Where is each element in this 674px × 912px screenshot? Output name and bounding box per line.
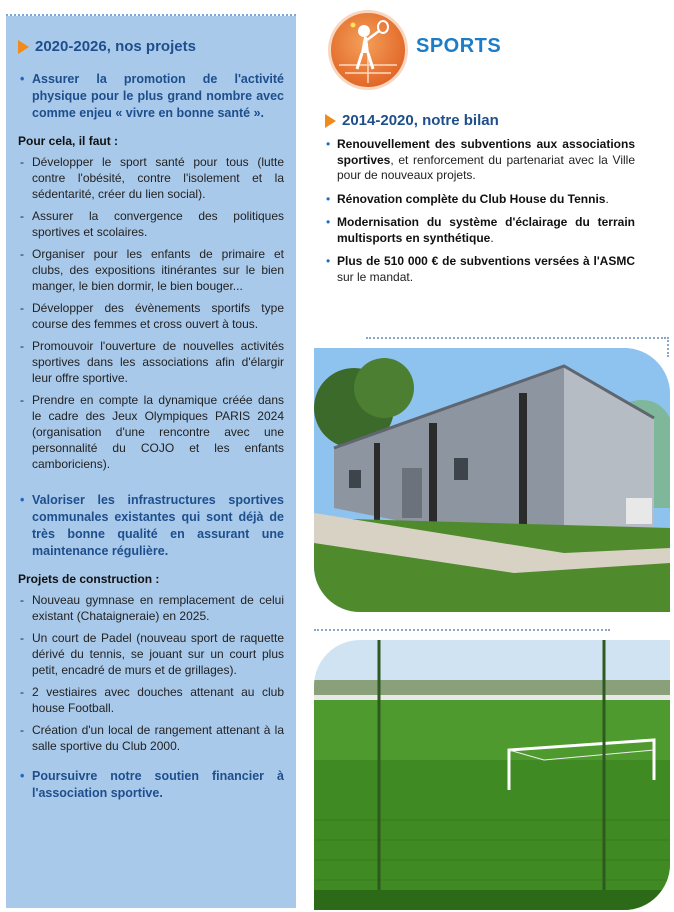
projet-item: - Un court de Padel (nouveau sport de raquette dérivé du tennis, se jouant sur un court plus petit, encadré de murs et de grillages). — [18, 630, 284, 678]
projet-item: - Nouveau gymnase en remplacement de celui existant (Chataigneraie) en 2025. — [18, 592, 284, 624]
bilan-section — [325, 112, 635, 293]
bilan-item-rest: . — [605, 191, 609, 206]
bilan-title — [325, 112, 635, 129]
photo-dotted-frame — [314, 629, 610, 631]
bilan-item — [325, 192, 635, 208]
bilan-item — [325, 254, 635, 285]
bilan-item-bold: Modernisation du système d'éclairage du terrain multisports en synthétique — [337, 215, 635, 245]
bilan-item-bold: Rénovation complète du Club House du Tennis — [337, 191, 606, 206]
photo-dotted-frame — [366, 337, 666, 339]
projet-item: - Création d'un local de rangement attenant à la salle sportive du Club 2000. — [18, 722, 284, 754]
photo-dotted-frame — [667, 337, 669, 357]
projet-item: - 2 vestiaires avec douches attenant au club house Football. — [18, 684, 284, 716]
tennis-player-icon — [328, 10, 408, 90]
goal-infrastructures: • Valoriser les infrastructures sportives communales existantes qui sont déjà de très bonne qualité en assurant une maintenance régulière. — [18, 492, 284, 560]
bilan-item-bold: Renouvellement des subventions aux associations sportives — [337, 137, 635, 167]
action-item: - Promouvoir l'ouverture de nouvelles activités sportives dans les associations afin d'élargir leur offre sportive. — [18, 338, 284, 386]
projects-title-text: 2020-2026, nos projets — [35, 38, 196, 55]
goal-soutien-financier: • Poursuivre notre soutien financier à l'association sportive. — [18, 768, 284, 802]
action-item: - Prendre en compte la dynamique créée dans le cadre des Jeux Olympiques PARIS 2024 (organisation d'une rencontre avec une personnalité du COJO et les enfants camboriciens). — [18, 392, 284, 472]
bilan-item-rest: , et renforcement du partenariat avec la Ville pour de nouveaux projets. — [337, 152, 635, 182]
triangle-bullet-icon — [18, 40, 29, 54]
sports-heading: SPORTS — [416, 35, 502, 57]
projects-panel — [6, 16, 296, 908]
club-house-photo — [314, 348, 670, 612]
action-item: - Assurer la convergence des politiques sportives et scolaires. — [18, 208, 284, 240]
projects-section-title — [18, 38, 284, 55]
action-item: - Développer des évènements sportifs type course des femmes et cross ouvert à tous. — [18, 300, 284, 332]
pour-cela-heading: Pour cela, il faut : — [18, 134, 119, 148]
action-item: - Développer le sport santé pour tous (lutte contre l'obésité, contre l'isolement et la sédentarité, créer du lien social). — [18, 154, 284, 202]
triangle-bullet-icon — [325, 114, 336, 128]
bilan-item-bold: Plus de 510 000 € de subventions versées à l'ASMC — [337, 254, 635, 268]
bilan-item-rest: . — [490, 230, 494, 245]
goal-promotion: • Assurer la promotion de l'activité physique pour le plus grand nombre avec comme enjeu « vivre en bonne santé ». — [18, 71, 284, 122]
action-item: - Organiser pour les enfants de primaire et clubs, des expositions itinérantes sur le bien manger, le bien dormir, le bien bouger... — [18, 246, 284, 294]
football-field-photo — [314, 640, 670, 910]
bilan-item — [325, 137, 635, 184]
projets-construction-heading: Projets de construction : — [18, 572, 160, 586]
bilan-item — [325, 215, 635, 246]
bilan-title-text: 2014-2020, notre bilan — [342, 112, 499, 129]
bilan-item-rest: sur le mandat. — [337, 269, 414, 284]
